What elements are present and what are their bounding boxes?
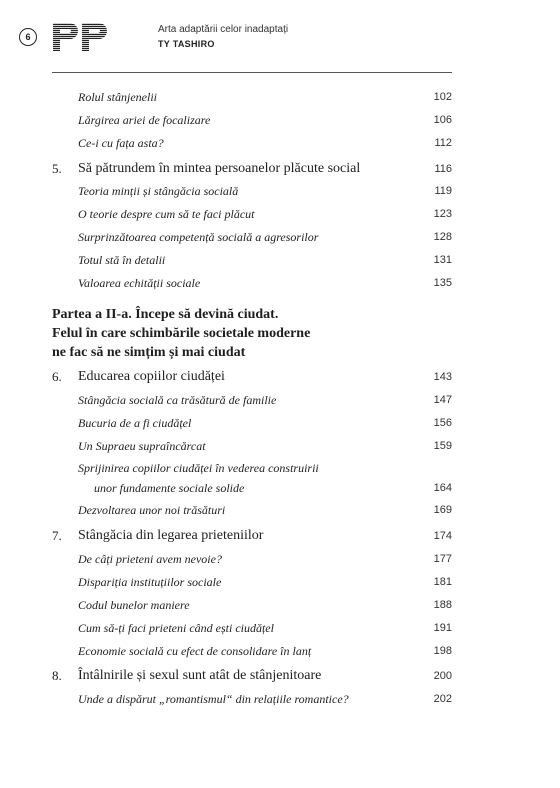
book-title: Arta adaptării celor inadaptați bbox=[158, 24, 289, 35]
chapter-number: 8. bbox=[52, 668, 62, 683]
chapter-title: Întâlnirile și sexul sunt atât de stânjenitoare bbox=[78, 668, 322, 683]
page-ref: 156 bbox=[433, 417, 452, 429]
section-title: Teoria minții și stângăcia socială bbox=[78, 184, 239, 198]
section-title: Sprijinirea copiilor ciudăței în vederea construirii bbox=[78, 461, 319, 475]
chapter-number: 5. bbox=[52, 161, 62, 176]
chapter-title: Stângăcia din legarea prieteniilor bbox=[78, 528, 264, 543]
section-title: Cum să-ți faci prieteni când ești ciudățel bbox=[78, 621, 274, 635]
page-header bbox=[0, 0, 560, 80]
page-ref: 174 bbox=[433, 530, 452, 542]
page-ref: 191 bbox=[433, 622, 452, 634]
section-title: Bucuria de a fi ciudățel bbox=[78, 416, 192, 430]
page-ref: 164 bbox=[433, 482, 452, 494]
section-title: Un Supraeu supraîncărcat bbox=[78, 439, 206, 453]
section-title: Lărgirea ariei de focalizare bbox=[78, 113, 211, 127]
page-ref: 112 bbox=[434, 137, 452, 149]
section-title: Economie socială cu efect de consolidare în lanț bbox=[78, 644, 312, 658]
chapter-number: 6. bbox=[52, 369, 62, 384]
page-ref: 128 bbox=[433, 231, 452, 243]
page-ref: 188 bbox=[433, 599, 452, 611]
section-title: Stângăcia socială ca trăsătură de familie bbox=[78, 393, 277, 407]
publisher-logo bbox=[52, 22, 110, 52]
page-ref: 202 bbox=[433, 693, 452, 705]
section-title: O teorie despre cum să te faci plăcut bbox=[78, 207, 255, 221]
page-ref: 119 bbox=[434, 185, 452, 197]
book-author: TY TASHIRO bbox=[158, 39, 215, 49]
section-title: Unde a dispărut „romantismul“ din relațiile romantice? bbox=[78, 692, 349, 706]
page-ref: 169 bbox=[433, 504, 452, 516]
part-heading bbox=[52, 305, 452, 362]
page-ref: 147 bbox=[433, 394, 452, 406]
section-title: Surprinzătoarea competență socială a agresorilor bbox=[78, 230, 319, 244]
section-title: Dispariția instituțiilor sociale bbox=[78, 575, 222, 589]
section-title: Rolul stânjenelii bbox=[78, 90, 157, 104]
section-title: unor fundamente sociale solide bbox=[94, 481, 245, 495]
chapter-number: 7. bbox=[52, 528, 62, 543]
part-heading-line: ne fac să ne simțim și mai ciudat bbox=[52, 345, 246, 360]
section-title: Dezvoltarea unor noi trăsături bbox=[78, 503, 226, 517]
page-ref: 198 bbox=[433, 645, 452, 657]
page-ref: 143 bbox=[433, 371, 452, 383]
page-ref: 181 bbox=[433, 576, 452, 588]
section-title: De câți prieteni avem nevoie? bbox=[78, 552, 222, 566]
section-title: Totul stă în detalii bbox=[78, 253, 166, 267]
chapter-title: Să pătrundem în mintea persoanelor plăcute social bbox=[78, 161, 361, 176]
section-title: Codul bunelor maniere bbox=[78, 598, 190, 612]
page-ref: 123 bbox=[433, 208, 452, 220]
page-ref: 116 bbox=[434, 163, 452, 175]
page-number: 6 bbox=[19, 28, 37, 46]
page-ref: 106 bbox=[433, 114, 452, 126]
page-ref: 200 bbox=[433, 670, 452, 682]
section-title: Ce-i cu fața asta? bbox=[78, 136, 164, 150]
part-heading-line: Felul în care schimbările societale moderne bbox=[52, 326, 311, 341]
header-divider bbox=[52, 72, 452, 73]
page-ref: 135 bbox=[433, 277, 452, 289]
chapter-title: Educarea copiilor ciudăței bbox=[78, 369, 225, 384]
page-ref: 177 bbox=[433, 553, 452, 565]
part-heading-line: Partea a II-a. Începe să devină ciudat. bbox=[52, 307, 279, 322]
page-ref: 102 bbox=[433, 91, 452, 103]
page-ref: 131 bbox=[433, 254, 452, 266]
section-title: Valoarea echității sociale bbox=[78, 276, 201, 290]
page-ref: 159 bbox=[433, 440, 452, 452]
